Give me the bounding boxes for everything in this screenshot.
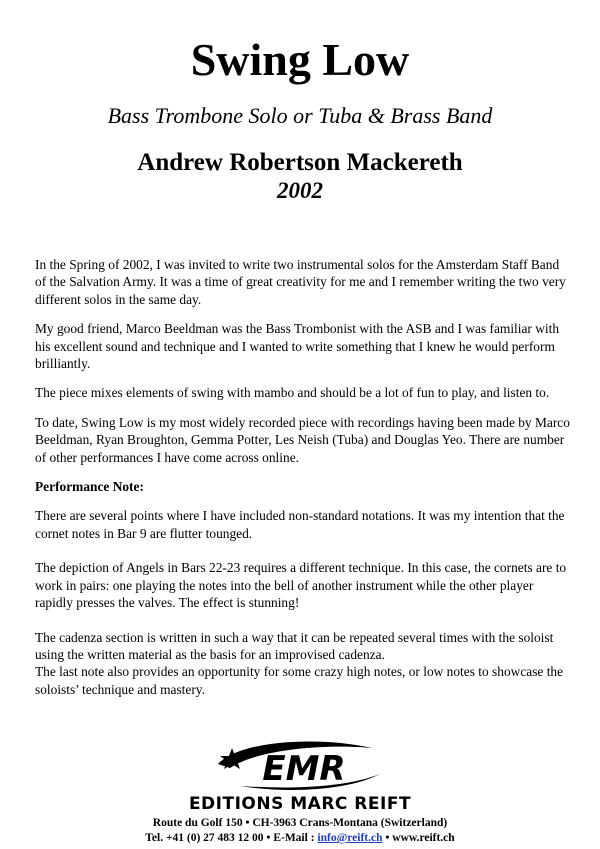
contact-phone: Tel. +41 (0) 27 483 12 00 • E-Mail : xyxy=(145,832,318,844)
page-title: Swing Low xyxy=(190,34,410,85)
publisher-contact xyxy=(0,831,600,846)
composition-year: 2002 xyxy=(277,178,323,203)
performance-note: The depiction of Angels in Bars 22-23 requires a different technique. In this case, the cornets are to work in pairs: one playing the notes into the bell of another instrument while the other player rapidly presses the valves. The effect is stunning! xyxy=(35,560,567,611)
contact-website: • www.reift.ch xyxy=(382,832,455,844)
composer-name: Andrew Robertson Mackereth xyxy=(137,149,463,176)
publisher-footer xyxy=(0,734,600,846)
logo-text: EMR xyxy=(262,749,346,789)
performance-note: There are several points where I have included non-standard notations. It was my intention that the cornet notes in Bar 9 are flutter tounged. xyxy=(35,508,565,541)
paragraph: To date, Swing Low is my most widely recorded piece with recordings having been made by Marco Beeldman, Ryan Broughton, Gemma Potter, Les Neish (Tuba) and Douglas Yeo. There are number of other performances I have come across online. xyxy=(35,414,570,465)
email-link[interactable]: info@reift.ch xyxy=(317,832,383,844)
performance-note: The last note also provides an opportunity for some crazy high notes, or low notes to showcase the soloists’ technique and mastery. xyxy=(35,664,564,697)
program-notes xyxy=(35,256,570,698)
performance-note: The cadenza section is written in such a way that it can be repeated several times with the soloist using the written material as the basis for an improvised cadenza. xyxy=(35,629,554,662)
performance-note-heading: Performance Note: xyxy=(35,479,144,495)
emr-logo xyxy=(200,734,400,796)
paragraph: In the Spring of 2002, I was invited to write two instrumental solos for the Amsterdam Staff Band of the Salvation Army. It was a time of great creativity for me and I remember writing the two very different solos in the same day. xyxy=(35,257,566,307)
page-subtitle: Bass Trombone Solo or Tuba & Brass Band xyxy=(107,103,493,128)
paragraph: My good friend, Marco Beeldman was the Bass Trombonist with the ASB and I was familiar with his excellent sound and technique and I wanted to write something that I knew he would perform brilliantly. xyxy=(35,321,560,372)
paragraph: The piece mixes elements of swing with mambo and should be a lot of fun to play, and listen to. xyxy=(35,385,550,401)
publisher-name: EDITIONS MARC REIFT xyxy=(188,794,412,814)
publisher-address: Route du Golf 150 • CH-3963 Crans-Montana (Switzerland) xyxy=(152,817,448,829)
